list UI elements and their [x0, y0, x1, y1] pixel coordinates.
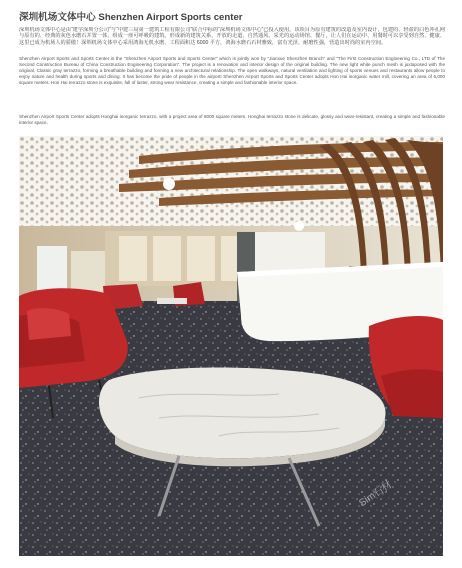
- interior-photo: [19, 136, 443, 556]
- paragraph-english: Shenzhen Airport Sports and Sports Center is the "Shenzhen Airport Sports and Sports Center" which is jointly won by "Jianxue Shenzhen Branch" and "The First Construction Engineering Co., LTD of The Second Construction Bureau of China Construction Engineering Corporation". The project is a renovation and interior design of the original building. The new light white punch mesh is juxtaposed with the original, Classic gray terrazzo, forming a breathable building and forming a new architectural relationship. The open walkways, natural ventilation and lighting of sports venues and restaurants allow people to enjoy nature and health during sports and dining. It has become the pride of people in the airport! Shenzhen Airport Sports and Sports Center adopts Hon Hai inorganic water mill, covering an area of 6,000 square meters. Hon Hai terrazzo stone is exquisite, full of luster, strong wear resistance, creating a simple and fashionable interior space.: [19, 56, 445, 86]
- watermark: Sim石材: [357, 479, 395, 510]
- page-title: 深圳机场文体中心 Shenzhen Airport Sports center: [19, 12, 243, 23]
- paragraph-english-summary: Shenzhen Airport Sports Center adopts Honghai inorganic terrazzo, with a project area of 6000 square meters. Honghai terrazzo stone is delicate, glossy and wear-resistant, creating a simple and fashionable interior space.: [19, 114, 445, 126]
- paragraph-chinese: 深圳机场文体中心是由“建学深圳分公司”与“中建三局第一建筑工程有限公司”联合中标的“深圳机场文体中心”已投入使用。该项目为原有建筑的改造及室内设计，包建的、轻盈的白色冲孔网与原有的、经典的灰色水磨石并置一体，组成一座可呼吸的建筑。形成新的建筑关系，开放的走道、自然通风、采光的运动场馆、餐厅，让人们在运动中、用餐时可以享受到自然、健康、这里已成为机场人的骄傲！深圳机场文体中心采用鸿海无机水磨，工程面积达 6000 平方，鸿海水磨石石材雅致，富有光泽，耐磨性强，营造出时尚的室内空间。: [19, 27, 445, 46]
